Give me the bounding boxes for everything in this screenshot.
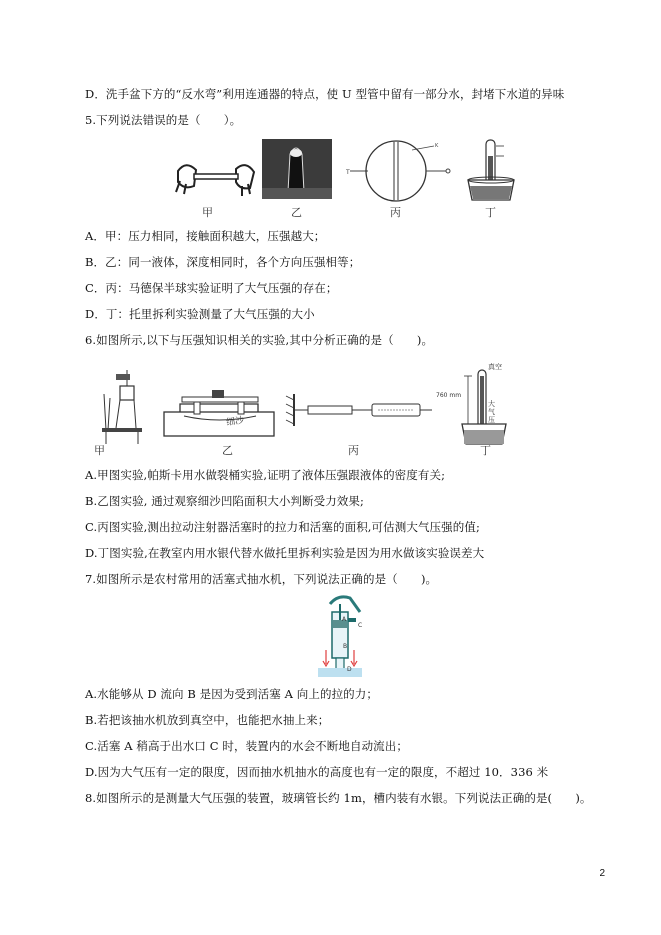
q6-figure: [86, 364, 516, 460]
page-number: 2: [599, 868, 605, 879]
q6-mm-label: 760 mm: [436, 392, 462, 399]
q4-option-d: D．洗手盆下方的“反水弯”利用连通器的特点，使 U 型管中留有一部分水，封堵下水道的异味: [85, 87, 565, 101]
q6-option-b: B.乙图实验, 通过观察细沙凹陷面积大小判断受力效果;: [85, 494, 364, 508]
q5-stem: 5.下列说法错误的是（ ）。: [85, 113, 242, 127]
q5-fig-yi-photo: [262, 139, 332, 199]
q7-option-a: A.水能够从 D 流向 B 是因为受到活塞 A 向上的拉的力；: [85, 687, 378, 701]
q7-option-c: C.活塞 A 稍高于出水口 C 时，装置内的水会不断地自动流出；: [85, 739, 408, 753]
q5-fig-jia-pencil-fingers: [176, 165, 254, 196]
q5-fig-ding-torricelli: [468, 140, 514, 200]
q5-option-a: A．甲：压力相同，接触面积越大，压强越大；: [85, 229, 326, 243]
q5-caption-yi: 乙: [291, 206, 302, 219]
q5-option-b: B．乙：同一液体，深度相同时，各个方向压强相等；: [85, 255, 361, 269]
q7-label-b: B: [343, 643, 348, 650]
q6-caption-jia: 甲: [94, 444, 105, 457]
svg-text:T: T: [346, 169, 350, 176]
q5-caption-bing: 丙: [390, 206, 401, 219]
q6-caption-ding: 丁: [480, 444, 491, 457]
q5-option-d: D．丁：托里拆利实验测量了大气压强的大小: [85, 307, 315, 321]
q5-caption-ding: 丁: [485, 206, 496, 219]
q6-fig-yi-sand-table: [164, 390, 274, 436]
q6-sand-label: 细沙: [225, 415, 245, 429]
q7-pump-figure: [312, 592, 368, 678]
q6-option-c: C.丙图实验,测出拉动注射器活塞时的拉力和活塞的面积,可估测大气压强的值;: [85, 520, 480, 534]
q6-fig-jia-pascal-barrel: [102, 370, 142, 444]
q7-stem: 7.如图所示是农村常用的活塞式抽水机，下列说法正确的是（ )。: [85, 572, 438, 586]
q6-vacuum-label: 真空: [488, 363, 502, 371]
q7-label-c: C: [358, 622, 363, 629]
q7-label-d: D: [347, 666, 352, 673]
svg-text:K: K: [435, 143, 439, 149]
q6-stem: 6.如图所示,以下与压强知识相关的实验,其中分析正确的是（ )。: [85, 333, 434, 347]
q5-option-c: C．丙：马德保半球实验证明了大气压强的存在；: [85, 281, 338, 295]
q5-caption-jia: 甲: [202, 206, 213, 219]
q7-option-d: D.因为大气压有一定的限度，因而抽水机抽水的高度也有一定的限度，不超过 10．336 米: [85, 765, 549, 779]
q8-stem: 8.如图所示的是测量大气压强的装置，玻璃管长约 1m，槽内装有水银。下列说法正确的是( )。: [85, 791, 592, 805]
q6-fig-ding-torricelli-760: [462, 370, 506, 444]
q6-option-a: A.甲图实验,帕斯卡用水做裂桶实验,证明了液体压强跟液体的密度有关;: [85, 468, 446, 482]
q7-label-a: A: [342, 616, 347, 623]
q6-caption-yi: 乙: [222, 444, 233, 457]
q6-caption-bing: 丙: [348, 444, 359, 457]
q6-atm-label: 大气压: [488, 400, 495, 424]
q7-option-b: B.若把该抽水机放到真空中，也能把水抽上来；: [85, 713, 330, 727]
q5-fig-bing-hemispheres: [345, 141, 450, 201]
q6-option-d: D.丁图实验,在教室内用水银代替水做托里拆利实验是因为用水做该实验误差大: [85, 546, 485, 560]
q6-fig-bing-syringe: [286, 394, 432, 426]
q5-figure: [150, 136, 530, 222]
